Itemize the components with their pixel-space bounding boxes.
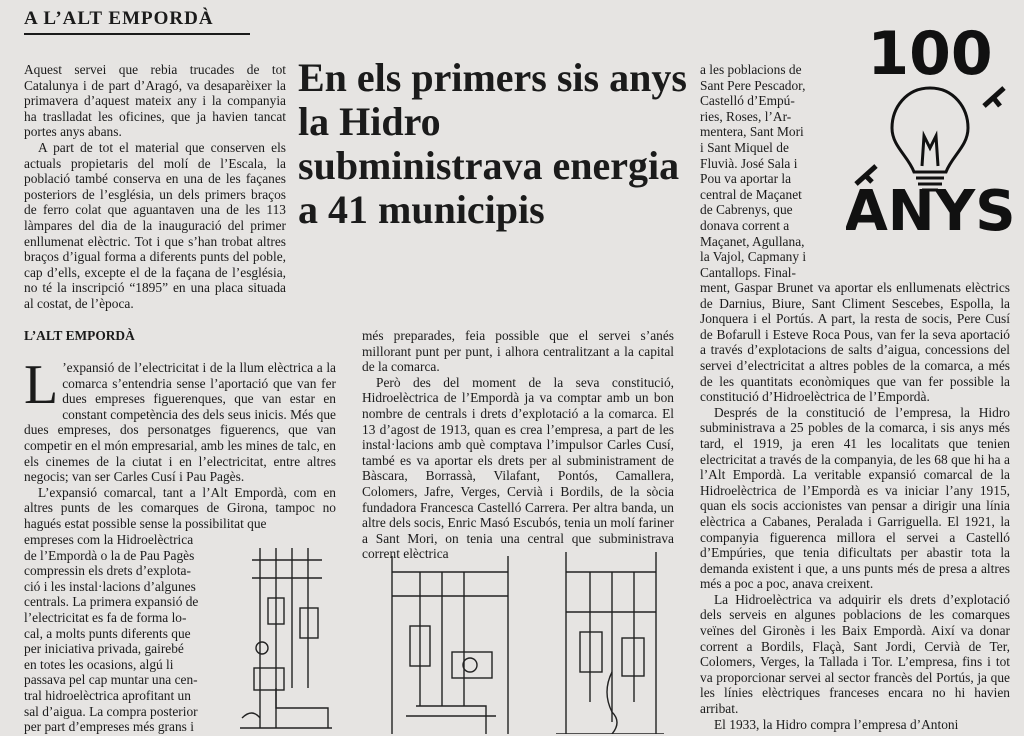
col2-paragraph-2: Però des del moment de la seva constitució, Hidroelèctrica de l’Empordà ja va comptar amb un bon nombre de centrals i drets d’explotació a la comarca. El 13 d’agost de 1913, quan es crea l’empresa, a part de les instal·lacions amb què comptava l’impulsor Carles Cusí, també es va aportar els drets per al subministrament de Bàscara, Borrassà, Vilafant, Pontós, Camallera, Colomers, Jafre, Verges, Cervià i Bordils, de la sòcia fundadora Francesca Castelló Carrera. Per altra banda, un altre dels socis, Enric Masó Escubós, tenia un molí fariner a Sant Mori, on tenia una central que subministrava corrent elèctrica	[362, 374, 674, 562]
column-1-narrow	[24, 532, 220, 735]
text-line: l’electricitat es fa de forma lo-	[24, 609, 187, 625]
text-line: de Cabrenys, que	[700, 202, 793, 218]
text-line: mentera, Sant Mori	[700, 124, 804, 140]
section-title: A L’ALT EMPORDÀ	[24, 8, 214, 29]
column-3	[700, 280, 1010, 732]
text-line: per iniciativa privada, gairebé	[24, 641, 184, 657]
text-line: a les poblacions de	[700, 62, 802, 77]
text-line: per part d’empreses més grans i	[24, 719, 194, 735]
text-line: ció i les instal·lacions d’algunes	[24, 578, 196, 594]
text-line: Cantallops. Final-	[700, 264, 796, 280]
column-2	[362, 328, 674, 562]
col1-paragraph-2: L’expansió comarcal, tant a l’Alt Empordà, com en altres punts de les comarques de Girona, tampoc no hagués estat possible sense la possibilitat que	[24, 484, 336, 531]
text-line: passava pel cap muntar una cen-	[24, 672, 198, 688]
column-1	[24, 354, 336, 532]
col3-paragraph-1: ment, Gaspar Brunet va aportar els enllumenats elèctrics de Darnius, Biure, Sant Climent Sescebes, Espolla, la Jonquera i el Portús. A part, la resta de socis, Pere Cusí de Bofarull i Esteve Roca Pous, van fer la seva aportació a través d’explotacions de salts d’aigua, concessions del servei d’electricitat a altres pobles de la comarca, a més de les quantitats econòmiques que van fer possible la constitució d’Hidroelèctrica de l’Empordà.	[700, 280, 1010, 405]
electrical-diagram-2	[386, 556, 514, 734]
section-rule	[24, 33, 250, 35]
logo-top-text: 100	[867, 19, 993, 89]
text-line: Pou va aportar la	[700, 171, 792, 187]
text-line: la Vajol, Capmany i	[700, 249, 807, 265]
electrical-diagram-1	[232, 538, 340, 734]
text-line: ries, Roses, l’Ar-	[700, 108, 792, 124]
text-line: cal, a molts punts diferents que	[24, 625, 191, 641]
column-3-narrow	[700, 62, 850, 280]
text-line: central de Maçanet	[700, 186, 802, 202]
text-line: Maçanet, Agullana,	[700, 233, 805, 249]
col1-paragraph-1: L ’expansió de l’electricitat i de la llum elèctrica a la comarca s’entendria sense l’aportació que van fer dues empreses figuerenques, que van estar en constant competència des dels seus inicis. Més que dues empreses, dos personatges figuerencs, que van competir en el món empresarial, amb les mines de talc, en els cinemes de la ciutat i en l’electricitat, entre altres negocis; van ser Carles Cusí i Pau Pagès.	[24, 354, 336, 485]
subhead: L’ALT EMPORDÀ	[24, 328, 135, 343]
intro-block	[24, 62, 286, 312]
electrical-diagram-3	[546, 552, 674, 734]
anniversary-logo	[846, 16, 1014, 236]
text-line: compressin els drets d’explota-	[24, 563, 191, 579]
col2-paragraph-1: més preparades, feia possible que el servei s’anés millorant punt per punt, i alhora centralitzant a la capital de la comarca.	[362, 328, 674, 375]
headline: En els primers sis anys la Hidro subministrava energia a 41 municipis	[298, 55, 687, 232]
text-line: Sant Pere Pescador,	[700, 77, 806, 93]
intro-paragraph: A part de tot el material que conserven els actuals propietaris del molí de l’Escala, la població també conserva en una de les façanes posteriors de l’església, un dels primers braços de ferro colat que aguantaven una de les 113 làmpares del dia de la inauguració del primer enllumenat elèctric. Tot i que s’han trobat altres braços d’igual forma a diferents punts del poble, cap d’ells, excepte el de la façana de l’església, no té la inscripció “1895” en una placa situada al costat, de l’època.	[24, 139, 286, 311]
text-line: centrals. La primera expansió de	[24, 594, 199, 610]
text-line: Castelló d’Empú-	[700, 93, 795, 109]
text-line: tral hidroelèctrica aprofitant un	[24, 687, 191, 703]
drop-cap: L	[24, 354, 59, 416]
text-line: en totes les ocasions, algú li	[24, 656, 174, 672]
col3-paragraph-2: Després de la constitució de l’empresa, la Hidro subministrava a 25 pobles de la comarca, i sis anys més tard, el 1919, ja eren 41 les localitats que tenien electricitat a través de la companyia, de les 68 que hi ha a l’Alt Empordà. La veritable expansió comarcal de la Hidroelèctrica de l’Empordà es va iniciar l’any 1915, quan els socis accionistes van pensar a dirigir una línia elèctrica a Cabanes, Peralada i Garriguella. El 1921, la companyia figuerenca millora el servei a Castelló d’Empúries, que tenia dificultats per abastir tota la demanda existent i que, a uns punts més de presa a altres més a poc a poc, anava creixent.	[700, 404, 1010, 592]
text-line: sal d’aigua. La compra posterior	[24, 703, 198, 719]
text-line: i Sant Miquel de	[700, 139, 789, 155]
text-line: empreses com la Hidroelèctrica	[24, 532, 194, 547]
text-line: de l’Empordà o la de Pau Pagès	[24, 547, 195, 563]
light-bulb-icon	[846, 16, 1014, 236]
col3-paragraph-4: El 1933, la Hidro compra l’empresa d’Antoni	[714, 716, 959, 732]
logo-bottom-text: ANYS	[846, 179, 1014, 236]
intro-paragraph: Aquest servei que rebia trucades de tot Catalunya i de part d’Aragó, va desaparèixer la primavera d’aquest mateix any i la companyia ha traslladat les oficines, que ja havien tancat portes anys abans.	[24, 62, 286, 140]
text-line: donava corrent a	[700, 217, 790, 233]
text-line: Fluvià. José Sala i	[700, 155, 798, 171]
col3-paragraph-3: La Hidroelèctrica va adquirir els drets d’explotació dels serveis en algunes poblacions de les comarques veïnes del Gironès i les Baix Empordà. Així va donar corrent a Bordils, Flaçà, Sant Jordi, Cervià de Ter, Colomers, Verges, la Tallada i Tor. L’empresa, fins i tot va proporcionar servei al sector francès del Portús, ja que les línies elèctriques franceses encara no hi havien arribat.	[700, 591, 1010, 717]
